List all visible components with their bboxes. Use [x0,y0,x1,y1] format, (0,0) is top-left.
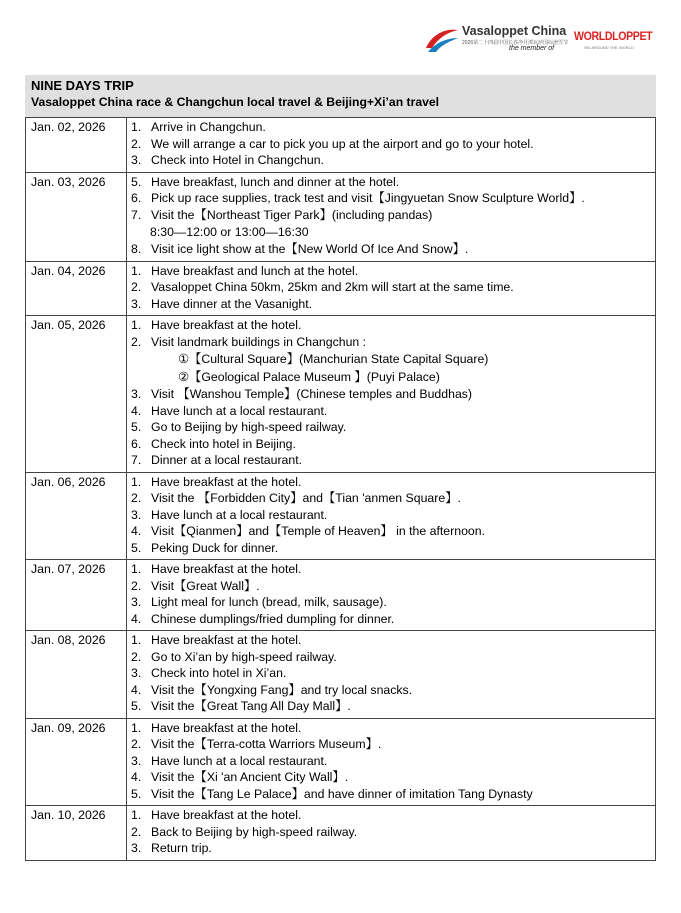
activity-number: 8. [131,242,142,256]
activity-number: 5. [131,174,142,189]
activity-number: 2. [131,649,142,664]
activity-item [131,824,655,841]
activity-number: 4. [131,403,142,418]
activity-item [131,279,655,296]
activity-number: 2. [131,578,142,593]
activity-item [131,174,655,191]
day-date: Jan. 08, 2026 [26,631,127,719]
day-row [26,631,656,719]
day-activities [127,560,656,631]
itinerary-table [25,117,656,861]
activity-number: 5. [131,420,142,434]
activity-item [131,769,655,786]
activity-number: 2. [131,737,142,751]
activity-text: Chinese dumplings/fried dumpling for dinner. [151,611,395,626]
day-date: Jan. 04, 2026 [26,261,127,316]
activity-number: 1. [131,808,142,822]
vasaloppet-title: Vasaloppet China [462,24,567,38]
activity-number: 7. [131,207,142,222]
day-row [26,806,656,861]
activity-text: Check into hotel in Beijing. [151,436,296,451]
vasaloppet-subtitle: 2026第二十四届中国长春净月潭瓦萨国际滑雪节 [462,40,569,46]
activity-text: Check into hotel in Xi’an. [151,666,287,680]
activity-text: Visit the 【Forbidden City】and【Tian 'anmen Square】. [151,491,461,505]
activity-number: 4. [131,682,142,697]
activity-subitem: ①【Cultural Square】(Manchurian State Capital Square) [178,352,489,366]
activity-number: 1. [131,263,142,278]
day-activities [127,316,656,473]
activity-item [131,632,655,649]
activity-item [131,507,655,524]
activity-number: 2. [131,280,142,294]
activity-time: 8:30—12:00 or 13:00—16:30 [150,225,309,239]
activity-item [131,119,655,136]
activity-number: 1. [131,720,142,735]
activity-item [131,665,655,682]
activity-number: 2. [131,136,142,151]
day-date: Jan. 05, 2026 [26,316,127,473]
activity-text: Go to Xi’an by high-speed railway. [151,649,337,664]
day-date: Jan. 10, 2026 [26,806,127,861]
day-row [26,560,656,631]
activity-text: Visit the【Yongxing Fang】and try local snacks. [151,682,413,697]
activity-text: Have dinner at the Vasanight. [151,296,313,311]
activity-number: 3. [131,666,142,680]
activity-text: Visit landmark buildings in Changchun : [151,334,367,349]
activity-number: 2. [131,334,142,349]
activity-item [131,540,655,557]
activity-text: Visit【Qianmen】and【Temple of Heaven】 in the afternoon. [151,524,486,538]
activity-number: 6. [131,436,142,451]
vasaloppet-swoosh-icon [424,26,460,54]
day-row [26,718,656,806]
activity-number: 7. [131,453,142,467]
activity-item [131,436,655,453]
day-row [26,118,656,173]
activity-number: 6. [131,191,142,205]
activity-number: 2. [131,824,142,839]
activity-text: Have breakfast, lunch and dinner at the hotel. [151,174,400,189]
activity-number: 5. [131,786,142,801]
day-row [26,172,656,261]
activity-item [131,698,655,715]
activity-text: Light meal for lunch (bread, milk, sausage). [151,595,387,609]
activity-text: Visit the【Northeast Tiger Park】(including pandas) [151,207,433,222]
activity-text: Have breakfast at the hotel. [151,720,302,735]
activity-number: 4. [131,770,142,784]
activity-item [131,786,655,803]
activity-item [131,611,655,628]
activity-text: Have breakfast at the hotel. [151,474,302,489]
activity-item [131,419,655,436]
activity-item [131,561,655,578]
activity-item [131,263,655,280]
day-activities [127,172,656,261]
activity-number: 1. [131,120,142,134]
activity-item [131,649,655,666]
activity-item [131,523,655,540]
activity-text: Visit 【Wanshou Temple】(Chinese temples and Buddhas) [151,387,473,401]
activity-item [131,241,655,258]
activity-number: 3. [131,507,142,522]
day-date: Jan. 02, 2026 [26,118,127,173]
trip-title: NINE DAYS TRIP [31,78,134,93]
day-activities [127,472,656,560]
day-date: Jan. 03, 2026 [26,172,127,261]
day-activities [127,718,656,806]
activity-text: Visit ice light show at the【New World Of Ice And Snow】. [151,242,469,256]
day-activities [127,261,656,316]
day-date: Jan. 06, 2026 [26,472,127,560]
activity-text: We will arrange a car to pick you up at the airport and go to your hotel. [151,136,534,151]
trip-subtitle: Vasaloppet China race & Changchun local travel & Beijing+Xi’an travel [31,95,440,109]
activity-text: Visit the【Tang Le Palace】and have dinner of imitation Tang Dynasty [151,786,533,801]
activity-item [131,840,655,857]
activity-item [131,296,655,313]
activity-item [131,334,655,351]
activity-text: Visit the【Xi 'an Ancient City Wall】. [151,770,349,784]
activity-text: Return trip. [151,841,212,855]
activity-text: Pick up race supplies, track test and visit【Jingyuetan Snow Sculpture World】. [151,191,585,205]
member-text: the member of [509,45,555,52]
day-activities [127,631,656,719]
activity-text: Have lunch at a local restaurant. [151,753,328,768]
activity-item [131,753,655,770]
activity-item [131,207,655,224]
activity-number: 3. [131,841,142,855]
day-activities [127,806,656,861]
activity-item [131,807,655,824]
day-row [26,316,656,473]
activity-item [131,452,655,469]
header-logos [424,24,656,56]
activity-item [131,152,655,169]
activity-text: Have breakfast and lunch at the hotel. [151,263,359,278]
activity-text: Back to Beijing by high-speed railway. [151,824,358,839]
activity-number: 3. [131,153,142,167]
activity-number: 3. [131,296,142,311]
activity-item [131,386,655,403]
day-date: Jan. 07, 2026 [26,560,127,631]
activity-item [131,720,655,737]
activity-number: 3. [131,595,142,609]
activity-text: Have breakfast at the hotel. [151,562,302,576]
activity-subitem: ②【Geological Palace Museum 】(Puyi Palace) [178,370,440,384]
activity-text: Peking Duck for dinner. [151,540,279,555]
activity-text: Have breakfast at the hotel. [151,808,302,822]
activity-item [131,403,655,420]
activity-number: 1. [131,474,142,489]
activity-text: Visit the【Terra-cotta Warriors Museum】. [151,737,382,751]
activity-item [131,474,655,491]
activity-item [131,682,655,699]
activity-text: Have breakfast at the hotel. [151,318,302,332]
day-row [26,261,656,316]
activity-text: Dinner at a local restaurant. [151,453,303,467]
activity-item [131,190,655,207]
day-date: Jan. 09, 2026 [26,718,127,806]
day-row [26,472,656,560]
activity-number: 5. [131,699,142,713]
activity-number: 5. [131,540,142,555]
activity-number: 2. [131,491,142,505]
activity-number: 1. [131,562,142,576]
activity-text: Vasaloppet China 50km, 25km and 2km will start at the same time. [151,280,514,294]
activity-item [131,490,655,507]
activity-item [131,594,655,611]
activity-number: 1. [131,633,142,647]
activity-number: 1. [131,318,142,332]
activity-number: 3. [131,753,142,768]
activity-text: Visit the【Great Tang All Day Mall】. [151,699,351,713]
activity-text: Have breakfast at the hotel. [151,633,302,647]
trip-header [25,75,656,117]
activity-text: Visit【Great Wall】. [151,578,260,593]
activity-text: Go to Beijing by high-speed railway. [151,420,347,434]
day-activities [127,118,656,173]
activity-number: 4. [131,611,142,626]
activity-text: Check into Hotel in Changchun. [151,153,324,167]
activity-number: 3. [131,387,142,401]
worldloppet-logo: WORLDLOPPET [574,29,653,43]
activity-item [131,317,655,334]
activity-number: 4. [131,524,142,538]
activity-item [131,736,655,753]
activity-text: Have lunch at a local restaurant. [151,403,328,418]
activity-text: Arrive in Changchun. [151,120,266,134]
worldloppet-tagline: SKI AROUND THE WORLD [584,45,634,50]
activity-item [131,136,655,153]
activity-text: Have lunch at a local restaurant. [151,507,328,522]
activity-item [131,578,655,595]
